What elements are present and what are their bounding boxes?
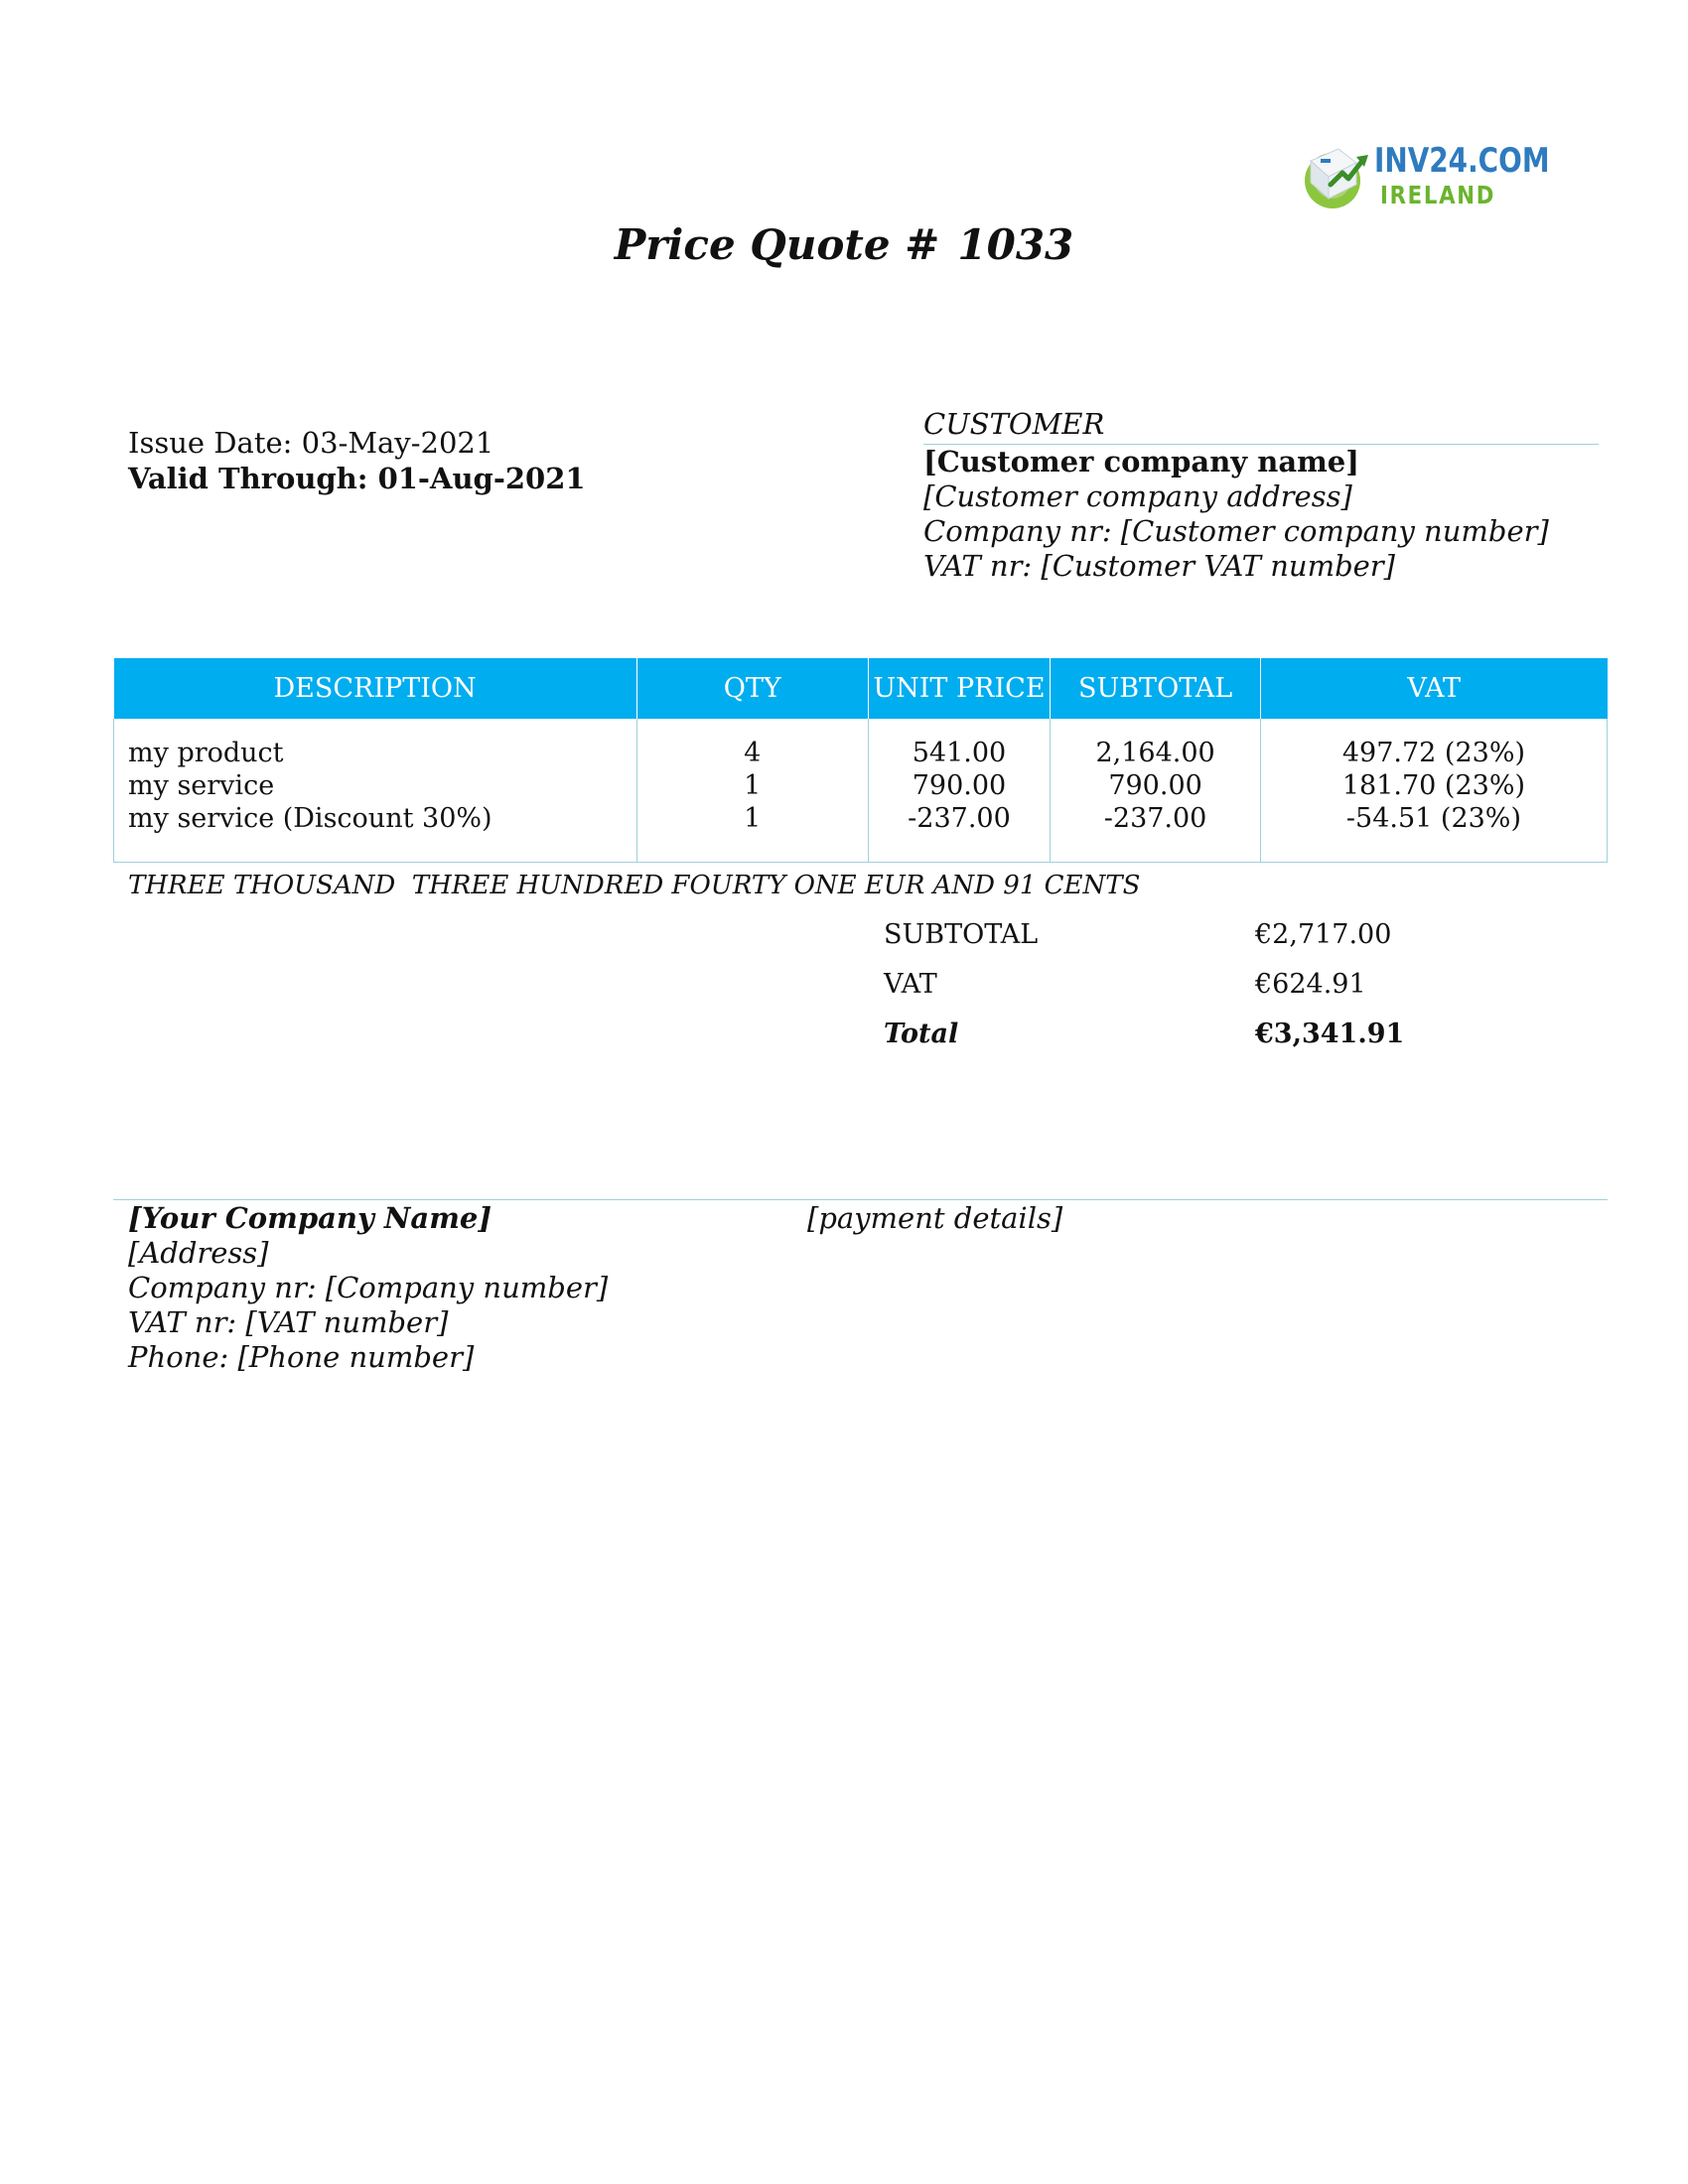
row-qty: 1 [744,770,762,801]
items-table [113,658,1608,863]
payment-details: [payment details] [807,1201,1063,1235]
row-vat: 181.70 (23%) [1341,770,1526,801]
header-description: DESCRIPTION [114,658,637,719]
row-description: my service (Discount 30%) [128,803,492,834]
vat-value: €624.91 [1255,969,1366,1000]
issue-date: Issue Date: 03-May-2021 [128,426,494,460]
subtotal-row [884,919,1479,969]
row-description: my product [128,738,284,768]
row-qty: 4 [744,738,762,768]
row-description: my service [128,770,275,801]
company-phone: Phone: [Phone number] [128,1340,475,1374]
row-unit-price: -237.00 [908,803,1011,834]
table-header-row [114,658,1608,719]
valid-through: Valid Through: 01-Aug-2021 [128,462,586,495]
header-unit-price: UNIT PRICE [868,658,1051,719]
company-block [128,1201,608,1375]
totals-block [884,919,1479,1068]
company-vat-nr: VAT nr: [VAT number] [128,1305,449,1339]
row-vat: 497.72 (23%) [1341,738,1526,768]
company-logo [1301,137,1550,216]
customer-label: CUSTOMER [923,407,1599,445]
total-label: Total [884,1019,959,1049]
qty-column [636,719,868,863]
row-qty: 1 [744,803,762,834]
company-address: [Address] [128,1236,269,1270]
unit-price-column [868,719,1051,863]
header-qty: QTY [636,658,868,719]
row-subtotal: 790.00 [1108,770,1202,801]
customer-name: [Customer company name] [923,445,1359,478]
company-nr: Company nr: [Company number] [128,1271,609,1304]
header-vat: VAT [1260,658,1607,719]
vat-column [1260,719,1607,863]
dates-block [128,425,586,496]
customer-block [923,407,1599,584]
table-row [114,719,1608,863]
customer-address: [Customer company address] [923,479,1352,513]
header-subtotal: SUBTOTAL [1051,658,1261,719]
subtotal-column [1051,719,1261,863]
subtotal-value: €2,717.00 [1255,919,1392,950]
vat-row [884,969,1479,1019]
total-value: €3,341.91 [1255,1019,1405,1049]
row-unit-price: 790.00 [912,770,1007,801]
amount-in-words: THREE THOUSAND THREE HUNDRED FOURTY ONE EUR AND 91 CENTS [128,871,1141,900]
row-subtotal: -237.00 [1103,803,1207,834]
customer-company-nr: Company nr: [Customer company number] [923,514,1549,548]
logo-text-primary: INV24.COM [1374,141,1550,181]
box-arrow-logo-icon [1301,141,1372,212]
company-name: [Your Company Name] [128,1201,492,1235]
description-column [114,719,637,863]
footer-divider [113,1199,1608,1200]
row-subtotal: 2,164.00 [1095,738,1215,768]
row-vat: -54.51 (23%) [1345,803,1521,834]
customer-vat-nr: VAT nr: [Customer VAT number] [923,549,1395,583]
subtotal-label: SUBTOTAL [884,919,1039,950]
quote-number: 1033 [957,220,1074,269]
document-title [0,220,1688,269]
vat-label: VAT [884,969,937,1000]
title-prefix: Price Quote # [614,220,940,269]
row-unit-price: 541.00 [912,738,1007,768]
logo-text-secondary: IRELAND [1380,181,1496,209]
total-row [884,1019,1479,1068]
